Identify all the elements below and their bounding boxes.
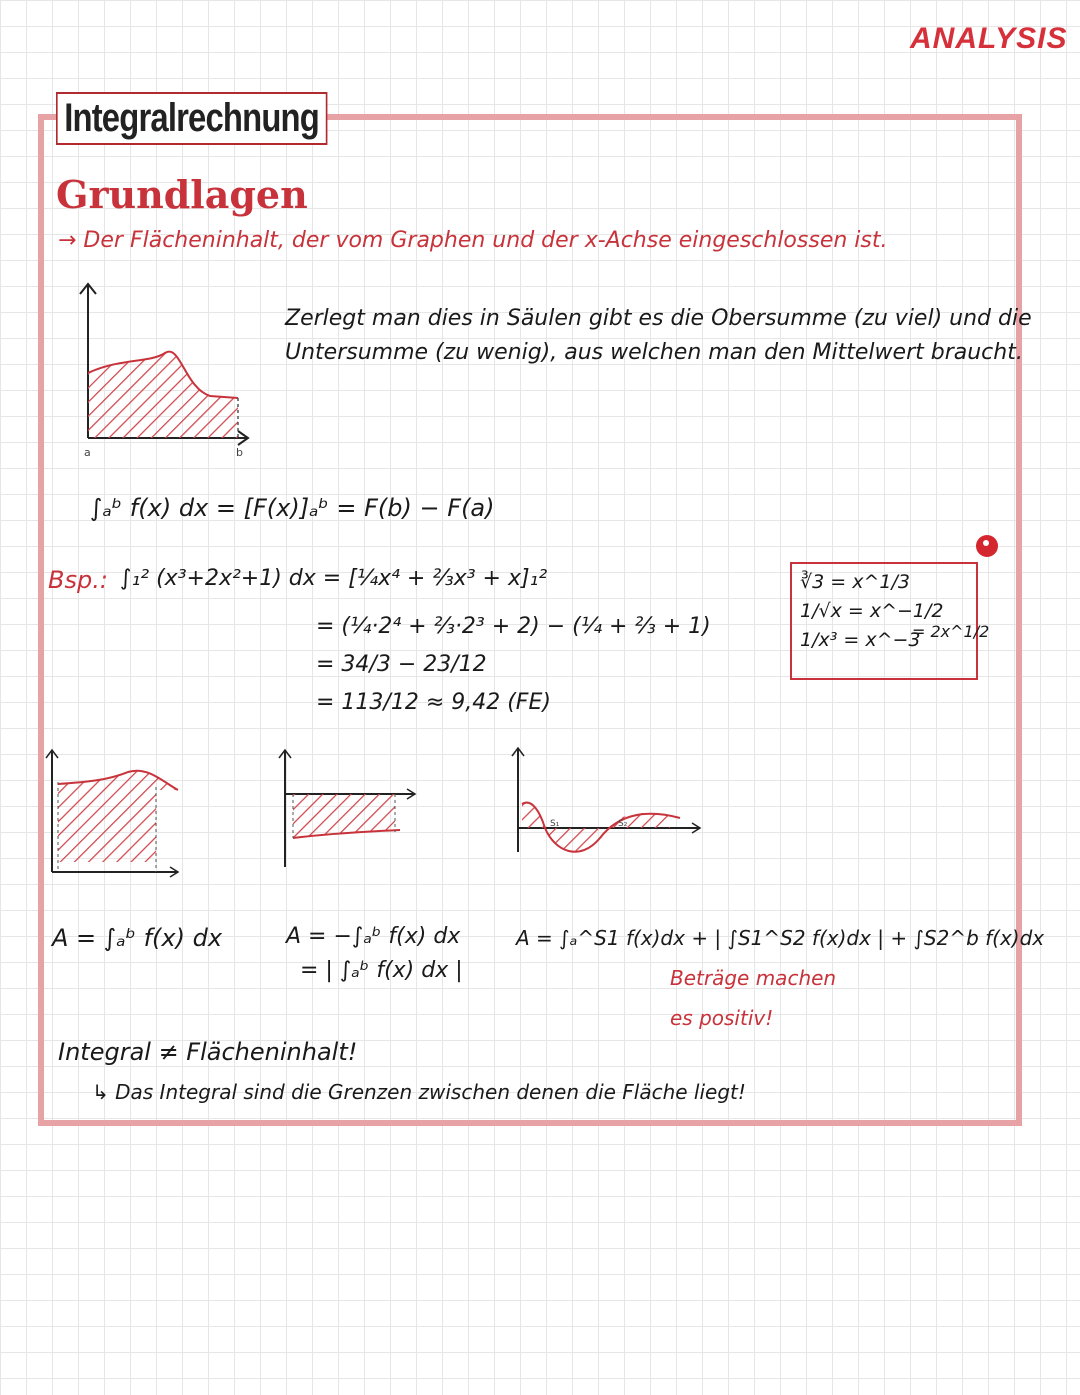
rule-inverse-cube: 1/x³ = x^−3 <box>800 629 921 651</box>
intro-text: → Der Flächeninhalt, der vom Graphen und der x-Achse eingeschlossen ist. <box>58 228 888 253</box>
label-s1: S₁ <box>550 819 560 829</box>
hatched-area-2 <box>545 828 605 852</box>
description-line1: Zerlegt man dies in Säulen gibt es die Obersumme (zu viel) und die <box>285 306 1032 331</box>
case1-graph <box>38 742 188 882</box>
label-s2: S₂ <box>618 819 628 829</box>
description-line2: Untersumme (zu wenig), aus welchen man den Mittelwert braucht. <box>285 340 1023 365</box>
label-a: a <box>84 446 91 459</box>
example-line4: = 113/12 ≈ 9,42 (FE) <box>316 690 551 715</box>
rule-root: ∛3 = x^1/3 <box>800 571 910 593</box>
hatched-area <box>58 771 178 862</box>
page-title: Integralrechnung <box>56 92 327 145</box>
pin-highlight <box>983 540 989 546</box>
power-rules-box <box>790 562 978 680</box>
section-title: Grundlagen <box>56 172 308 217</box>
analysis-tag: ANALYSIS <box>910 22 1068 55</box>
case3-graph <box>500 742 710 862</box>
rule-inverse-root-extra: = 2x^1/2 <box>912 622 990 641</box>
case3-formula: A = ∫ₐ^S1 f(x)dx + | ∫S1^S2 f(x)dx | + ∫S2^b f(x)dx <box>516 926 1045 950</box>
case2-formula-line2: = | ∫ₐᵇ f(x) dx | <box>300 958 463 983</box>
label-b: b <box>236 446 243 459</box>
example-line2: = (¼·2⁴ + ⅔·2³ + 2) − (¼ + ⅔ + 1) <box>316 614 711 639</box>
case1-formula: A = ∫ₐᵇ f(x) dx <box>52 924 223 952</box>
case2-graph <box>275 742 425 872</box>
example-line1: ∫₁² (x³+2x²+1) dx = [¼x⁴ + ⅔x³ + x]₁² <box>120 566 548 591</box>
example-line3: = 34/3 − 23/12 <box>316 652 487 677</box>
pin-icon <box>976 535 998 557</box>
footer-line2: ↳ Das Integral sind die Grenzen zwischen denen die Fläche liegt! <box>92 1080 746 1104</box>
case3-note-line2: es positiv! <box>670 1006 774 1030</box>
case3-note-line1: Beträge machen <box>670 966 837 990</box>
example-label: Bsp.: <box>48 566 108 594</box>
rule-inverse-root: 1/√x = x^−1/2 <box>800 600 944 622</box>
footer-line1: Integral ≠ Flächeninhalt! <box>58 1038 358 1066</box>
main-formula: ∫ₐᵇ f(x) dx = [F(x)]ₐᵇ = F(b) − F(a) <box>90 494 495 522</box>
area-graph <box>70 278 270 468</box>
case2-formula-line1: A = −∫ₐᵇ f(x) dx <box>286 924 461 949</box>
